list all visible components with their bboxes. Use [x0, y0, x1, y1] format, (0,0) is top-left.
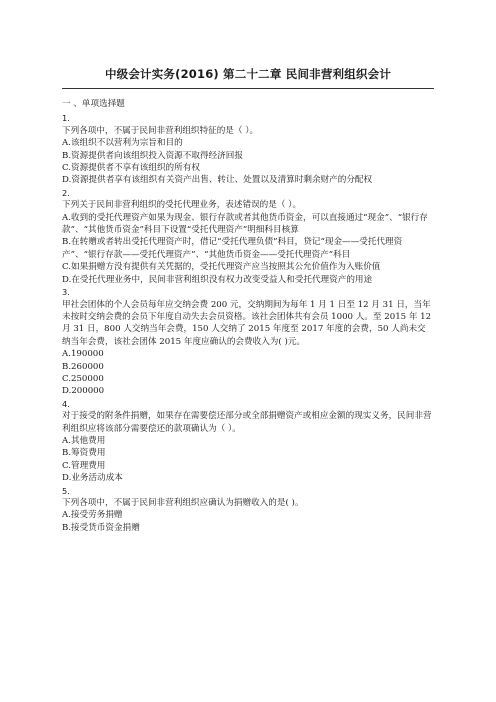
- option-a: A.190000: [62, 349, 104, 360]
- question-number: 1.: [62, 113, 70, 124]
- question-number: 5.: [62, 485, 70, 496]
- option-d: D.资源提供者享有该组织有关资产出售、转让、处置以及清算时剩余财产的分配权: [62, 175, 373, 186]
- option-a: A.收到的受托代理资产如果为现金、银行存款或者其他货币资金，可以直接通过“现金”、“银行存款”、“其他货币资金”科目下设置“受托代理资产”明细科目核算: [62, 212, 428, 236]
- question-1: [62, 112, 434, 186]
- option-d: D.业务活动成本: [62, 473, 123, 484]
- question-stem: 下列关于民间非营利组织的受托代理业务，表述错误的是（ ）。: [62, 200, 302, 211]
- question-stem: 下列各项中，不属于民间非营利组织应确认为捐赠收入的是( )。: [62, 498, 304, 508]
- option-d: D.在受托代理业务中，民间非营利组织没有权力改变受益人和受托代理资产的用途: [62, 274, 373, 285]
- option-a: A.其他费用: [62, 435, 106, 446]
- question-2: [62, 187, 434, 286]
- option-b: B.资源提供者向该组织投入资源不取得经济回报: [62, 150, 243, 161]
- page-title: 中级会计实务(2016) 第二十二章 民间非营利组织会计: [104, 67, 392, 81]
- option-c: C.管理费用: [62, 460, 106, 471]
- option-c: C.如果捐赠方没有提供有关凭据的，受托代理资产应当按照其公允价值作为入账价值: [62, 262, 381, 273]
- question-5: [62, 485, 434, 535]
- question-number: 2.: [62, 187, 70, 198]
- option-b: B.接受货币资金捐赠: [62, 522, 140, 533]
- question-number: 3.: [62, 287, 70, 298]
- option-c: C.资源提供者不享有该组织的所有权: [62, 163, 200, 174]
- document-body: [62, 98, 434, 534]
- option-b: B.在转赠或者转出受托代理资产时，借记“受托代理负债”科目，贷记“现金——受托代理资产”、“银行存款——受托代理资产”、“其他货币资金——受托代理资产”科目: [62, 237, 403, 260]
- question-stem: 甲社会团体的个人会员每年应交纳会费 200 元，交纳期间为每年 1 月 1 日至 12 月 31 日，当年未按时交纳会费的会员下年度自动失去会员资格。该社会团体共有会员 1000 人。至 2015 年 12 月 31 日，800 人交纳当年会费，150 人交纳了 2015 年度至 2017 年度的会费，50 人尚未交纳当年会费，该社会团体 2015 年度应确认的会费收入为( )元。: [62, 299, 432, 347]
- option-a: A.接受劳务捐赠: [62, 510, 123, 521]
- question-stem: 下列各项中，不属于民间非营利组织特征的是（ ）。: [62, 125, 259, 136]
- title-divider: [62, 88, 434, 89]
- question-number: 4.: [62, 398, 70, 409]
- question-4: [62, 398, 434, 485]
- option-b: B.260000: [62, 361, 104, 372]
- section-heading: 一 、单项选择题: [62, 99, 125, 109]
- option-d: D.200000: [62, 386, 105, 397]
- option-b: B.筹资费用: [62, 448, 106, 459]
- option-a: A.该组织不以营利为宗旨和目的: [62, 138, 183, 149]
- question-3: [62, 286, 434, 398]
- option-c: C.250000: [62, 373, 104, 384]
- question-stem: 对于接受的附条件捐赠，如果存在需要偿还部分或全部捐赠资产或相应金额的现实义务，民间非营利组织应将该部分需要偿还的款项确认为（ ）。: [62, 411, 432, 434]
